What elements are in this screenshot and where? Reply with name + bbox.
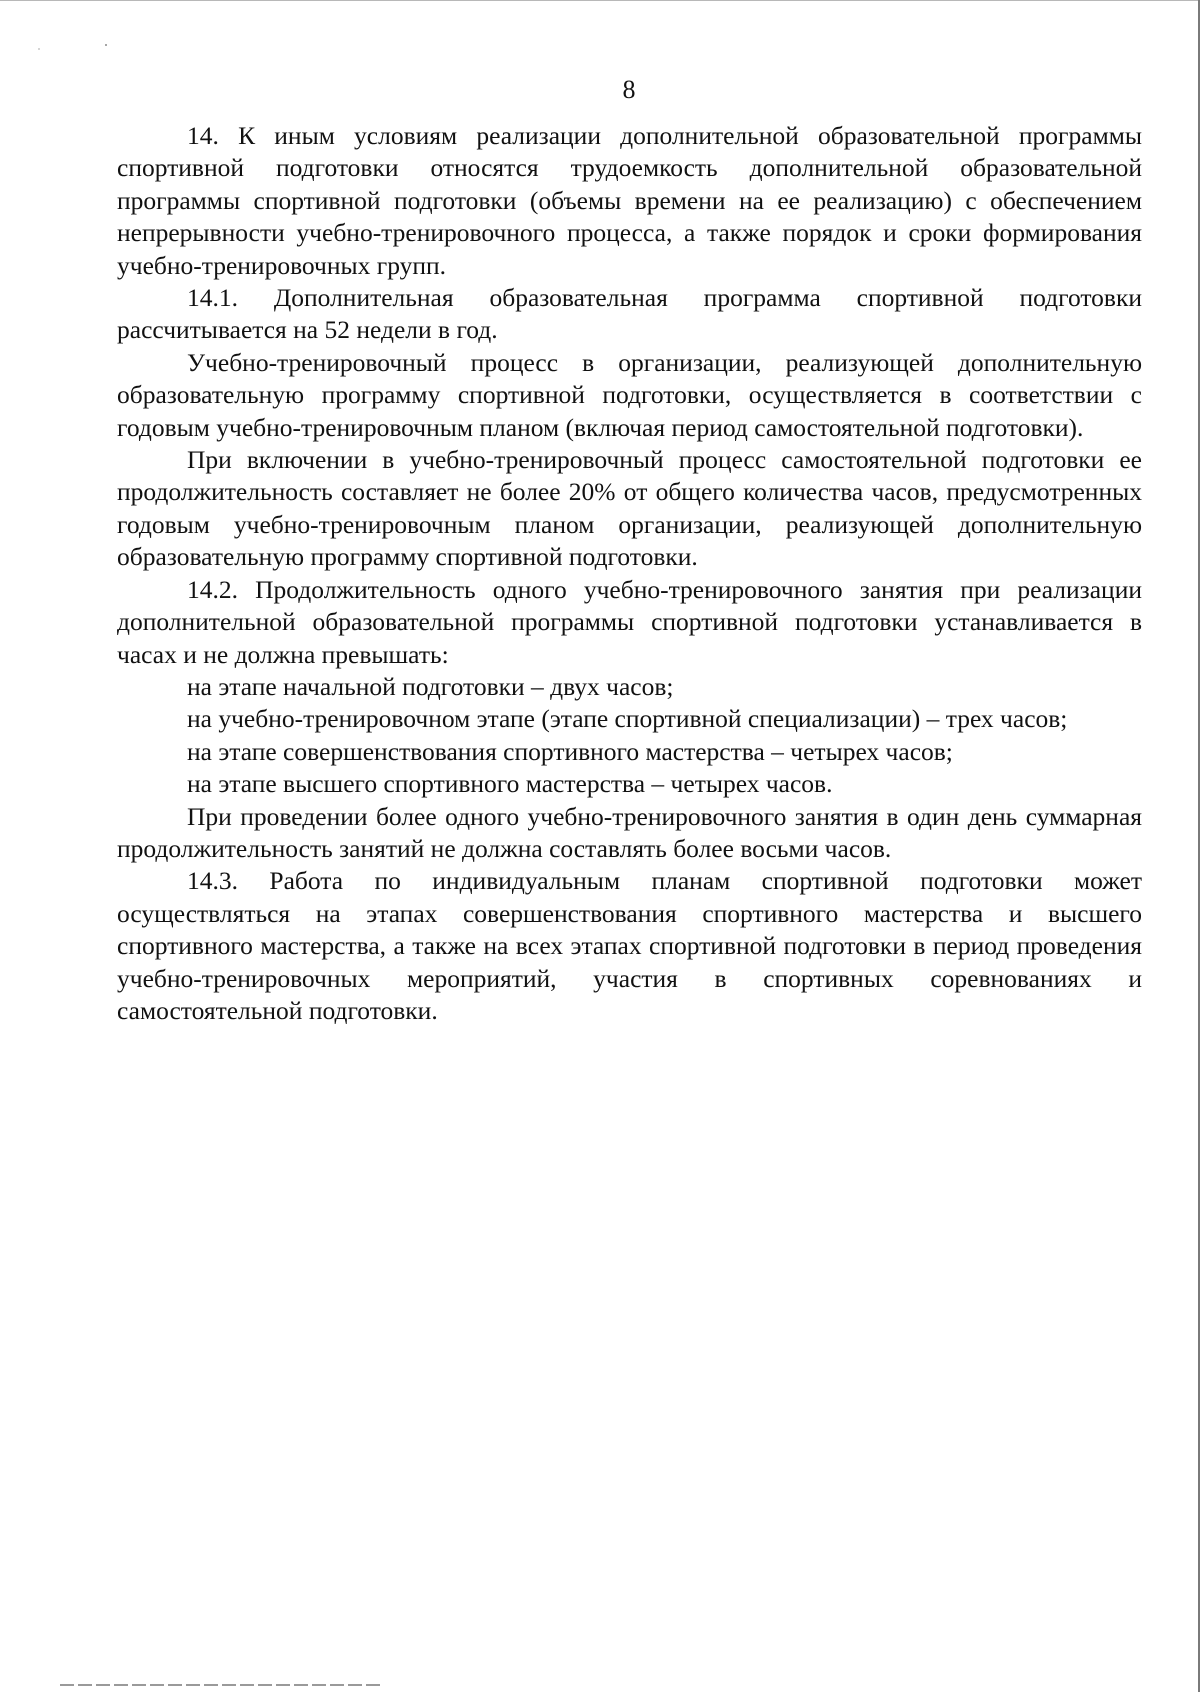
page-number: 8 xyxy=(622,75,636,104)
scan-edge-top xyxy=(0,0,1200,1)
list-item-initial-stage: на этапе начальной подготовки – двух часов; xyxy=(187,671,674,701)
paragraph-14: 14. К иным условиям реализации дополнительной образовательной программы спортивной подготовки относятся трудоемкость дополнительной образовательной программы спортивной подготовки (объемы времени на ее реализацию) с обеспечением непрерывности учебно-тренировочного процесса, а также порядок и сроки формирования учебно-тренировочных групп. xyxy=(117,121,1142,280)
paragraph-self-training: При включении в учебно-тренировочный процесс самостоятельной подготовки ее продолжительность составляет не более 20% от общего количества часов, предусмотренных годовым учебно-тренировочным планом организации, реализующей дополнительную образовательную программу спортивной подготовки. xyxy=(117,445,1142,572)
paragraph-14-1: 14.1. Дополнительная образовательная программа спортивной подготовки рассчитывается на 52 недели в год. xyxy=(117,283,1142,345)
list-item-higher-mastery-stage: на этапе высшего спортивного мастерства – четырех часов. xyxy=(187,769,833,799)
paragraph-training-process: Учебно-тренировочный процесс в организации, реализующей дополнительную образовательную программу спортивной подготовки, осуществляется в соответствии с годовым учебно-тренировочным планом (включая период самостоятельной подготовки). xyxy=(117,347,1142,442)
list-item-training-stage: на учебно-тренировочном этапе (этапе спортивной специализации) – трех часов; xyxy=(187,704,1068,734)
list-item-improvement-stage: на этапе совершенствования спортивного мастерства – четырех часов; xyxy=(187,736,953,766)
paragraph-daily-limit: При проведении более одного учебно-тренировочного занятия в один день суммарная продолжительность занятий не должна составлять более восьми часов. xyxy=(117,801,1142,863)
document-body xyxy=(117,120,1142,1027)
paragraph-14-3: 14.3. Работа по индивидуальным планам спортивной подготовки может осуществляться на этапах совершенствования спортивного мастерства и высшего спортивного мастерства, а также на всех этапах спортивной подготовки в период проведения учебно-тренировочных мероприятий, участия в спортивных соревнованиях и самостоятельной подготовки. xyxy=(117,866,1142,1025)
scan-edge-bottom xyxy=(60,1684,380,1686)
scan-speck xyxy=(38,48,40,50)
paragraph-14-2: 14.2. Продолжительность одного учебно-тренировочного занятия при реализации дополнительной образовательной программы спортивной подготовки устанавливается в часах и не должна превышать: xyxy=(117,574,1142,669)
scan-speck xyxy=(105,44,107,46)
